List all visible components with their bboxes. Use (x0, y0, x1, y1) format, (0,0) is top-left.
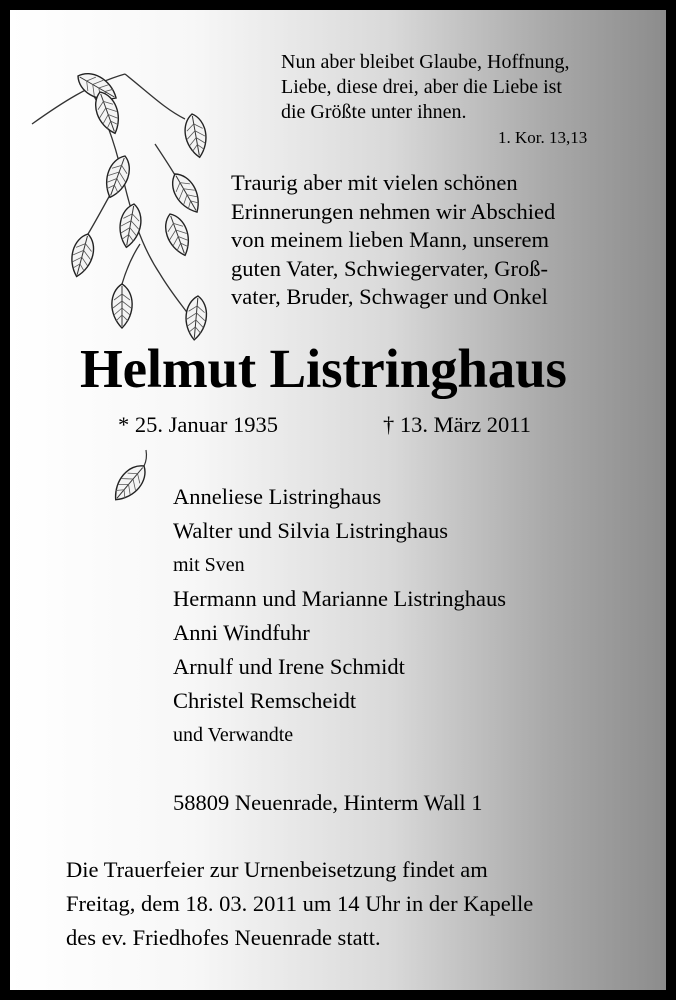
mourner-entry: und Verwandte (173, 724, 294, 746)
mourner-entry: mit Sven (173, 554, 245, 576)
verse-line: die Größte unter ihnen. (281, 101, 467, 123)
bible-verse (281, 50, 569, 125)
verse-line: Nun aber bleibet Glaube, Hoffnung, (281, 51, 570, 73)
mourner-entry: Anni Windfuhr (173, 620, 310, 645)
intro-line: guten Vater, Schwiegervater, Groß- (231, 255, 549, 281)
falling-leaf-icon (110, 448, 160, 518)
mourner-entry: Walter und Silvia Listringhaus (173, 518, 449, 543)
intro-text (231, 169, 555, 312)
deceased-name: Helmut Listringhaus (80, 338, 567, 399)
verse-line: Liebe, diese drei, aber die Liebe ist (281, 76, 562, 98)
mourners-list (173, 480, 506, 752)
mourner-entry: Anneliese Listringhaus (173, 484, 382, 509)
birch-branch-icon (30, 44, 230, 354)
verse-reference: 1. Kor. 13,13 (498, 128, 588, 147)
intro-line: Traurig aber mit vielen schönen (231, 170, 518, 195)
mourner-entry: Arnulf und Irene Schmidt (173, 654, 405, 679)
death-date: † 13. März 2011 (383, 412, 531, 437)
obituary-notice (10, 10, 666, 990)
mourner-entry: Hermann und Marianne Listringhaus (173, 586, 507, 611)
funeral-info (66, 853, 533, 955)
intro-line: Erinnerungen nehmen wir Abschied (231, 198, 556, 224)
intro-line: von meinem lieben Mann, unserem (231, 227, 550, 252)
birth-date: * 25. Januar 1935 (118, 412, 278, 437)
mourner-entry: Christel Remscheidt (173, 688, 357, 713)
family-address: 58809 Neuenrade, Hinterm Wall 1 (173, 790, 483, 815)
funeral-line: Die Trauerfeier zur Urnenbeisetzung findet am (66, 857, 488, 882)
funeral-line: des ev. Friedhofes Neuenrade statt. (66, 925, 381, 950)
funeral-line: Freitag, dem 18. 03. 2011 um 14 Uhr in der Kapelle (66, 891, 534, 916)
intro-line: vater, Bruder, Schwager und Onkel (231, 284, 548, 309)
